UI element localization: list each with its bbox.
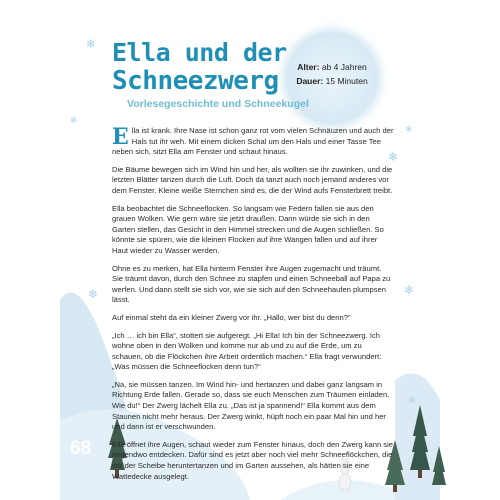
info-badge (286, 32, 378, 124)
paragraph: „Ich … ich bin Ella“, stottert sie aufgeregt. „Hi Ella! Ich bin der Schneezwerg. Ich wohne oben in den Wolken und komme nur ab und zu auf die Erde, um zu schauen, ob die Flöckchen ihre Arbeit ordentlich machen.“ Ella fragt verwundert: „Was müssen die Schneeflocken denn tun?“ (112, 330, 382, 372)
snowflake-icon: ❄ (88, 287, 99, 301)
snowflake-icon: ❄ (405, 124, 413, 134)
age-info: Alter: ab 4 Jahren (297, 62, 367, 72)
paragraph: Ella ist krank. Ihre Nase ist schon ganz rot vom vielen Schnäuzen und auch der Hals tut ihr weh. Mit einem dicken Schal um den Hals und einer Tasse Tee neben sich, sitzt Ella am Fenster und schaut hinaus. (112, 124, 394, 157)
title-line-1: Ella und der (112, 38, 287, 67)
paragraph: Ella öffnet ihre Augen, schaut wieder zum Fenster hinaus, doch den Zwerg kann sie nirgendwo entdecken. Dafür sind es jetzt aber noch viel mehr Schneeflöckchen, die vor der Scheibe heruntertanzen und im Garten aussehen, als hätten sie eine Wattedecke ausgelegt. (112, 439, 393, 481)
paragraph: Auf einmal steht da ein kleiner Zwerg vor ihr. „Hallo, wer bist du denn?“ (112, 312, 351, 322)
snowflake-icon: ❄ (388, 150, 399, 164)
drop-cap: E (112, 124, 129, 150)
snowflake-icon: ❄ (404, 283, 415, 297)
paragraph: „Na, sie müssen tanzen. Im Wind hin- und hertanzen und dabei ganz langsam in Richtung Erde fallen. Gerade so, dass sie euch Menschen zum Träumen einladen. Wie du!“ Der Zwerg lächelt Ella zu. „Das ist ja spannend!“ Ella kommt aus dem Staunen nicht mehr heraus. Der Zwerg winkt, hüpft noch ein paar Mal hin und her und dann ist er verschwunden. (112, 379, 390, 432)
page-number: 68 (70, 438, 92, 459)
story-text (112, 126, 394, 489)
snowflake-icon: ❄ (408, 395, 416, 405)
paragraph: Die Bäume bewegen sich im Wind hin und her, als wollten sie ihr zuwinken, und die letzten Blätter tanzen durch die Luft. Doch da tanzt auch noch jemand anderes vor dem Fenster. Kleine weiße Sternchen sind es, die der Wind aufs Fensterbrett treibt. (112, 164, 393, 195)
title-line-2: Schneezwerg (112, 66, 279, 97)
paragraph: Ella beobachtet die Schneeflocken. So langsam wie Federn fallen sie aus den grauen Wolken. Wie gern wäre sie jetzt draußen. Dann würde sie sich in den Garten stellen, das Gesicht in den Himmel strecken und die Augen schließen. So könnte sie spüren, wie die kleinen Flocken auf ihre Wangen fallen und auf ihrer Haut wieder zu Wasser werden. (112, 203, 384, 255)
story-title (112, 40, 287, 96)
paragraph: Ohne es zu merken, hat Ella hinterm Fenster ihre Augen zugemacht und träumt. Sie träumt davon, durch den Schnee zu stapfen und einen Schneeball auf Papa zu werfen. Und dann stellt sie sich vor, wie sie sich auf den Schneehaufen plumpsen lässt. (112, 263, 391, 305)
snowflake-icon: ❄ (86, 37, 97, 51)
snowflake-icon: ❄ (70, 115, 78, 125)
duration-info: Dauer: 15 Minuten (296, 76, 368, 86)
story-subtitle: Vorlesegeschichte und Schneekugel (127, 98, 309, 110)
